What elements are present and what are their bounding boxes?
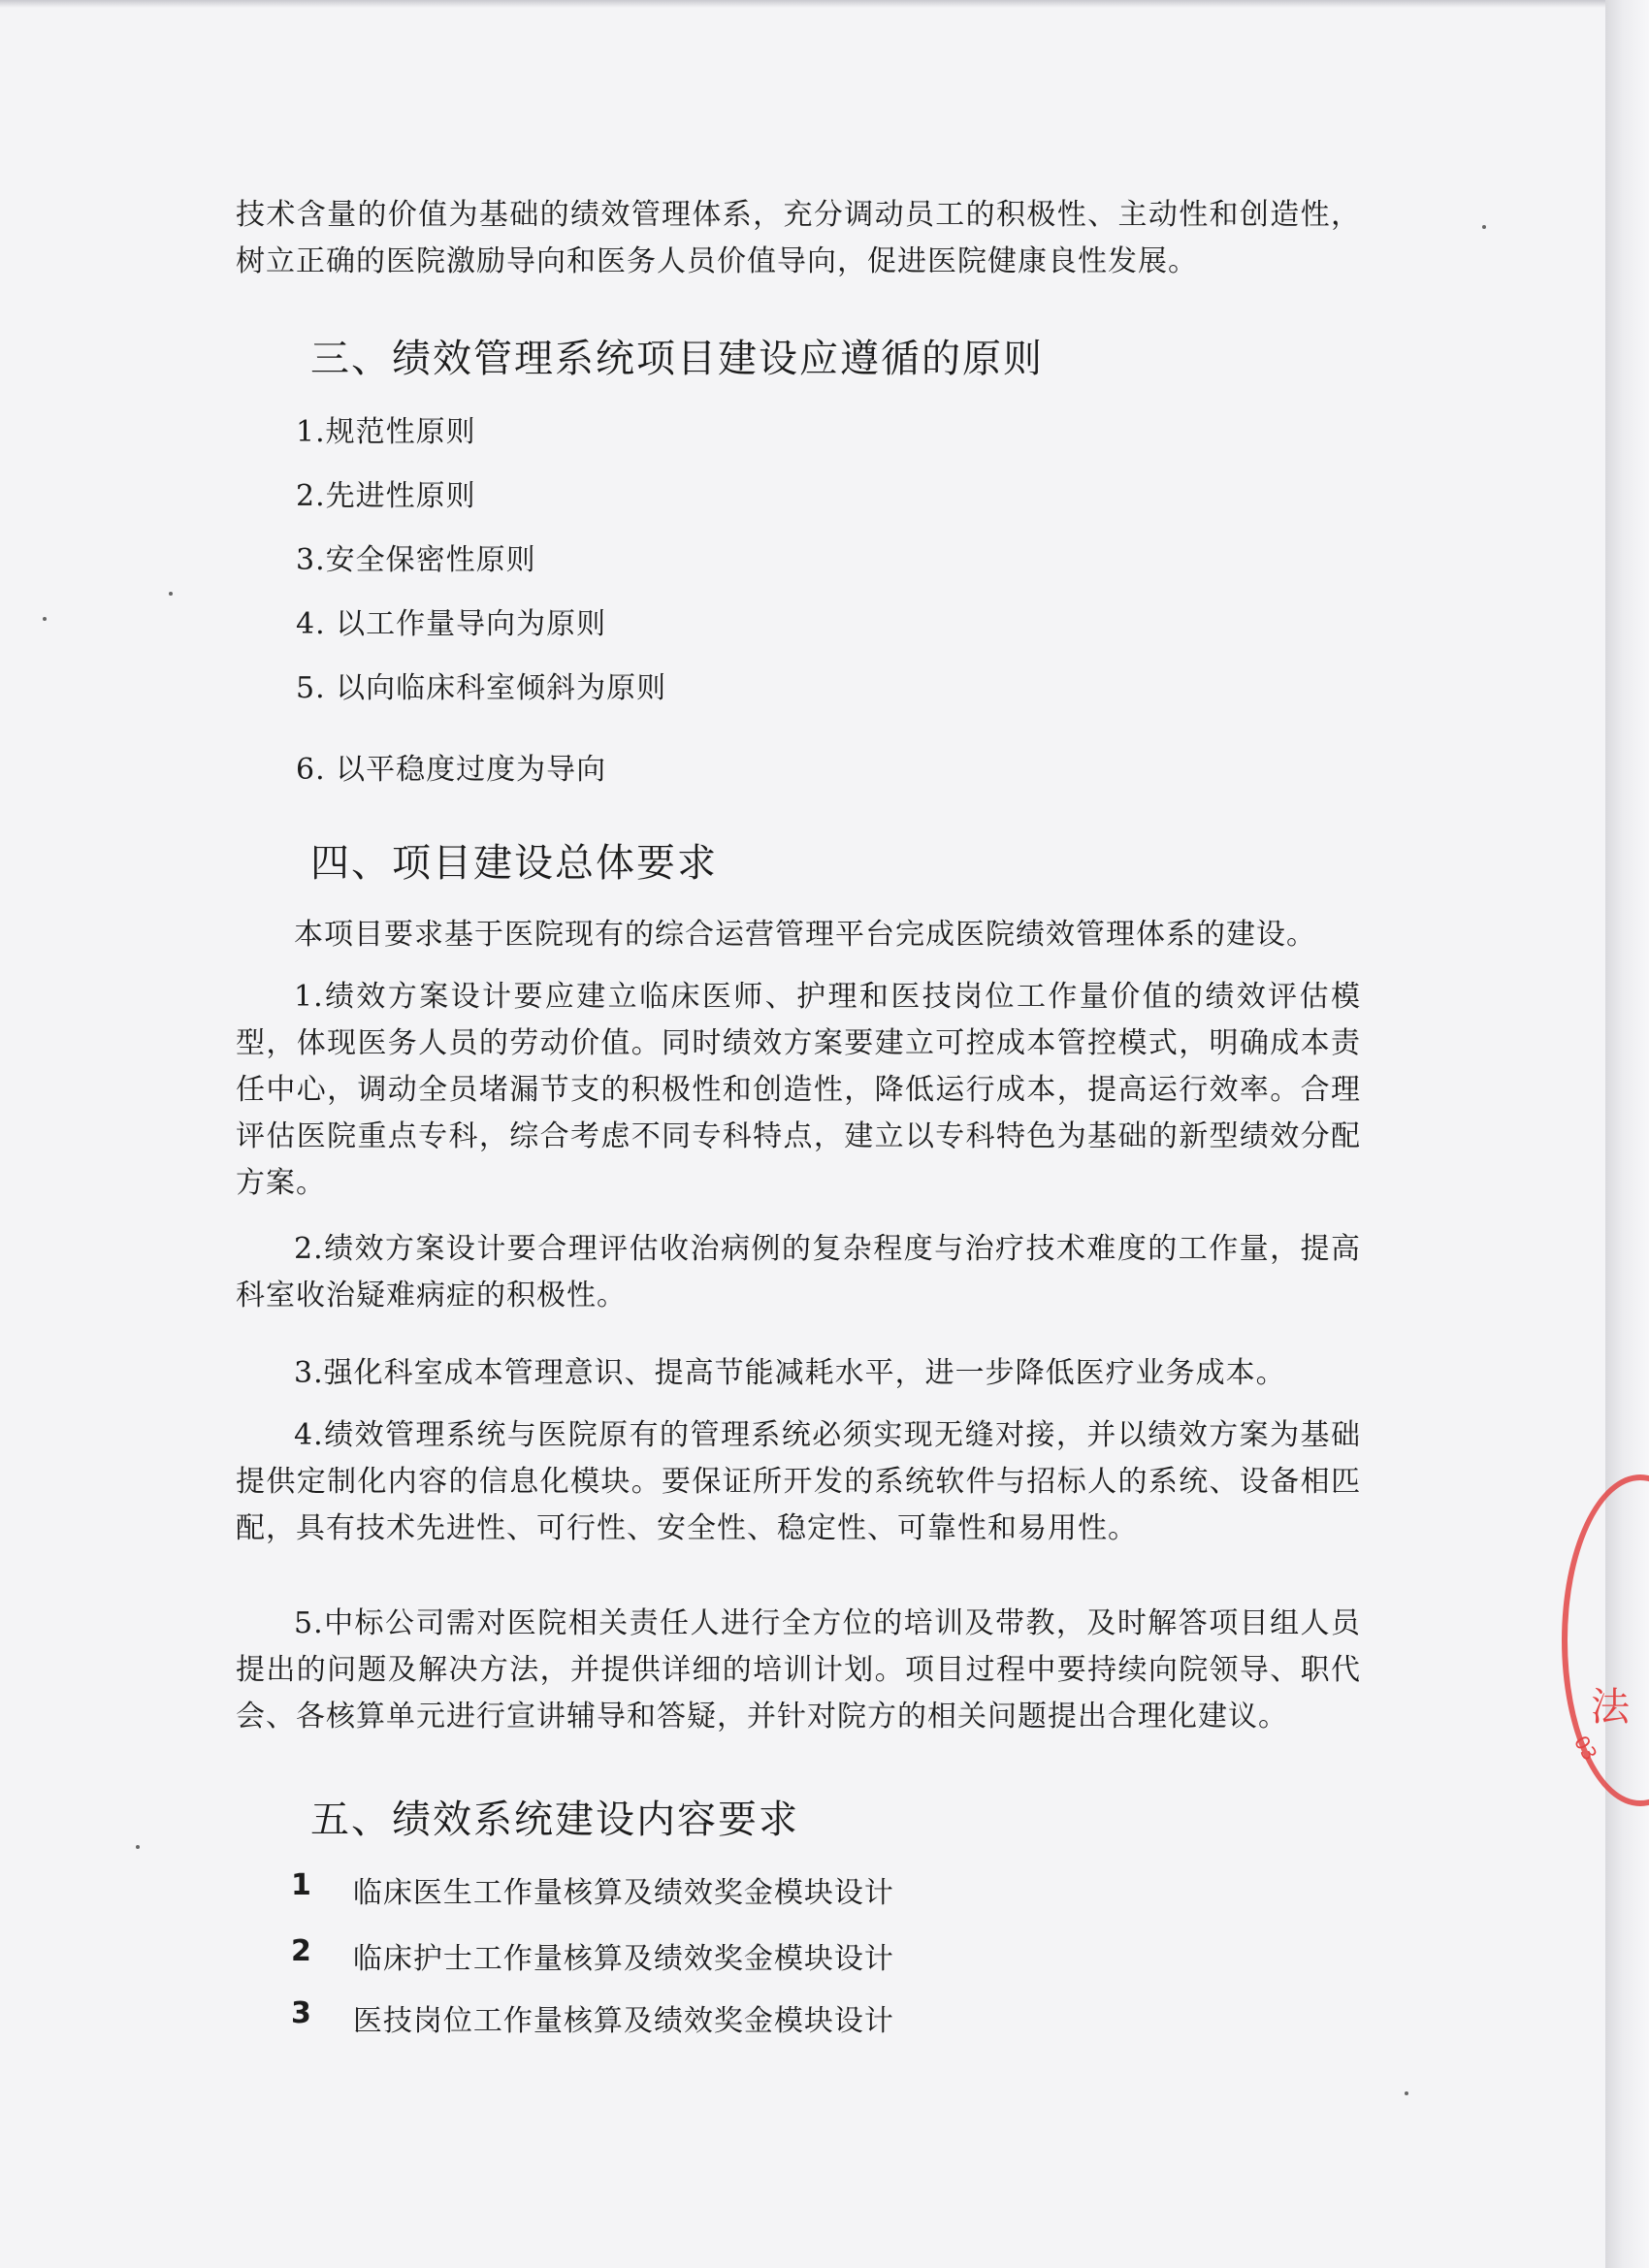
requirement-3: 3.强化科室成本管理意识、提高节能减耗水平，进一步降低医疗业务成本。	[294, 1356, 1286, 1390]
content-item-2	[291, 1934, 894, 1977]
requirements-intro: 本项目要求基于医院现有的综合运营管理平台完成医院绩效管理体系的建设。	[294, 918, 1316, 952]
principle-item-2: 2.先进性原则	[296, 479, 476, 513]
requirement-2: 2.绩效方案设计要合理评估收治病例的复杂程度与治疗技术难度的工作量，提高科室收治疑难病症的积极性。	[236, 1232, 1361, 1312]
content-item-3	[291, 1996, 894, 2039]
scan-speck	[43, 617, 47, 621]
section5-title: 五、绩效系统建设内容要求	[310, 1798, 799, 1842]
scan-speck	[1482, 225, 1486, 229]
principle-item-6: 6. 以平稳度过度为导向	[296, 753, 607, 787]
content-item-1	[291, 1868, 894, 1911]
seal-text-fragment: 法	[1591, 1685, 1630, 1730]
section4-title: 四、项目建设总体要求	[310, 841, 718, 886]
content-item-text: 临床护士工作量核算及绩效奖金模块设计	[352, 1942, 894, 1976]
content-item-number: 3	[291, 1996, 312, 2030]
intro-paragraph: 技术含量的价值为基础的绩效管理体系，充分调动员工的积极性、主动性和创造性，树立正确的医院激励导向和医务人员价值导向，促进医院健康良性发展。	[236, 198, 1361, 278]
content-item-text: 医技岗位工作量核算及绩效奖金模块设计	[352, 2004, 894, 2038]
principle-item-3: 3.安全保密性原则	[296, 543, 536, 577]
principle-item-1: 1.规范性原则	[296, 415, 476, 449]
seal-text-fragment: 03	[1568, 1731, 1602, 1766]
content-item-number: 2	[291, 1934, 312, 1968]
requirement-1: 1.绩效方案设计要应建立临床医师、护理和医技岗位工作量价值的绩效评估模型，体现医务人员的劳动价值。同时绩效方案要建立可控成本管控模式，明确成本责任中心，调动全员堵漏节支的积极性和创造性，降低运行成本，提高运行效率。合理评估医院重点专科，综合考虑不同专科特点，建立以专科特色为基础的新型绩效分配方案。	[236, 980, 1361, 1200]
principle-item-5: 5. 以向临床科室倾斜为原则	[296, 671, 667, 705]
requirement-5: 5.中标公司需对医院相关责任人进行全方位的培训及带教，及时解答项目组人员提出的问题及解决方法，并提供详细的培训计划。项目过程中要持续向院领导、职代会、各核算单元进行宣讲辅导和答疑，并针对院方的相关问题提出合理化建议。	[236, 1606, 1361, 1733]
content-item-number: 1	[291, 1868, 312, 1902]
scan-speck	[1405, 2091, 1408, 2095]
requirement-4: 4.绩效管理系统与医院原有的管理系统必须实现无缝对接，并以绩效方案为基础提供定制化内容的信息化模块。要保证所开发的系统软件与招标人的系统、设备相匹配，具有技术先进性、可行性、安全性、稳定性、可靠性和易用性。	[236, 1418, 1361, 1545]
scan-speck	[169, 592, 173, 596]
section3-title: 三、绩效管理系统项目建设应遵循的原则	[310, 337, 1044, 381]
principle-item-4: 4. 以工作量导向为原则	[296, 607, 607, 641]
scan-speck	[136, 1845, 140, 1849]
scan-edge-top	[0, 0, 1605, 8]
content-item-text: 临床医生工作量核算及绩效奖金模块设计	[352, 1876, 894, 1910]
scan-edge-right	[1605, 0, 1649, 2268]
